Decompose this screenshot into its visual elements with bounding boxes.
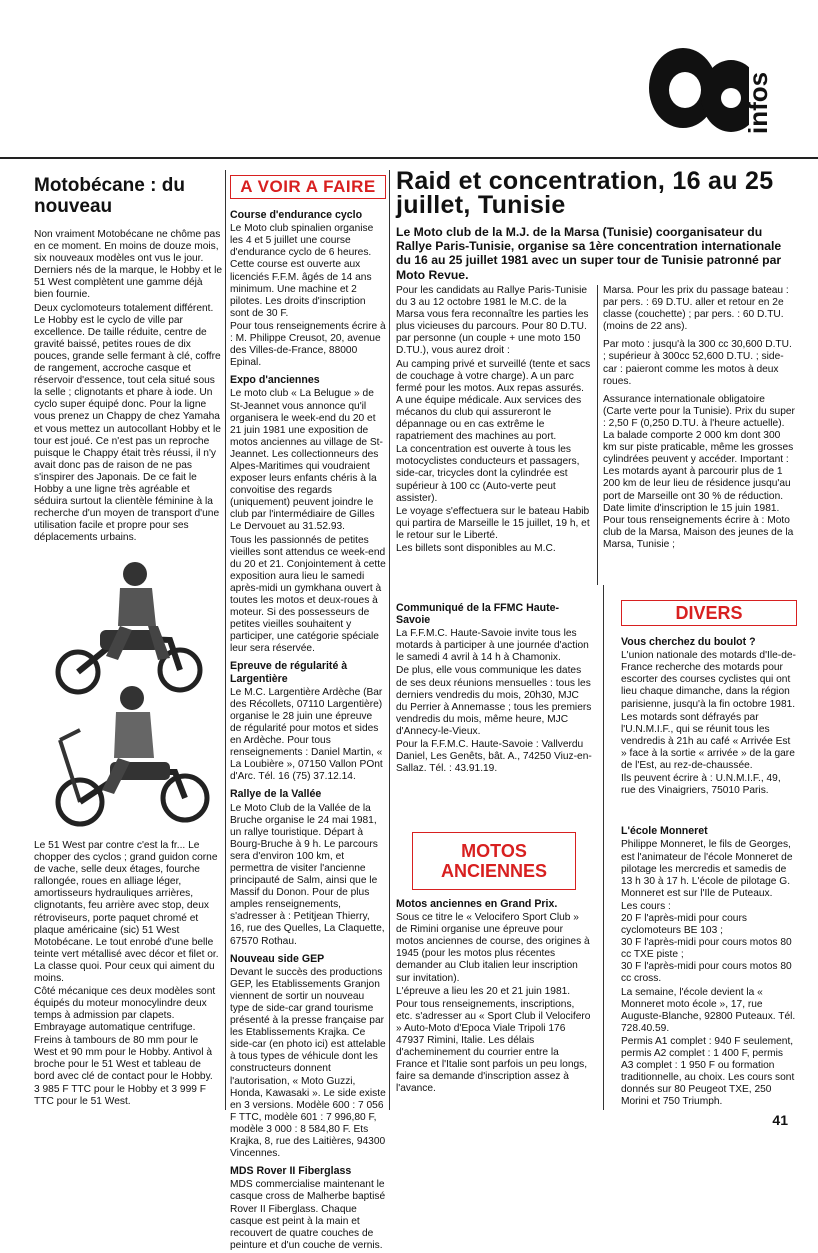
moto-price: 3 985 F TTC pour le Hobby et 3 999 F TTC pour le 51 West. <box>34 1083 206 1107</box>
divers-paragraph: 30 F l'après-midi pour cours motos 80 cc cross. <box>621 961 792 985</box>
raid-column-a <box>396 285 592 556</box>
ffmc-paragraph: Pour la F.F.M.C. Haute-Savoie : Vallverdu Daniel, Les Genêts, bât. A., 74250 Viuz-en-Sallaz. Tél. : 43.91.19. <box>396 739 592 775</box>
voir-paragraph: Tous les passionnés de petites vieilles sont attendus ce week-end du 20 et 21. Conjointement à cette exposition aura lieu le samedi après-midi un gymkhana ouvert à toutes les motos et deux-roues à moteur. Si des possesseurs de petites vieilles souhaitent y participer, une catégorie spéciale leur sera réservée. <box>230 534 386 655</box>
voir-a-faire-header: A VOIR A FAIRE <box>230 175 386 199</box>
divers-header: DIVERS <box>621 600 797 626</box>
divers-paragraph: L'union nationale des motards d'Ile-de-France recherche des motards pour escorter des courses cyclistes qui ont lieu chaque dimanche, dans la région parisienne, jusqu'à la fin octobre 1981. <box>621 650 796 710</box>
motos-anciennes-header: MOTOS ANCIENNES <box>412 832 576 890</box>
voir-paragraph: MDS commercialise maintenant le casque cross de Malherbe baptisé Rover II Fiberglass. Chaque casque est peint à la main et recouvert de quatre couches de peinture et d'un couche de vernis. <box>230 1179 386 1251</box>
voir-a-faire-column <box>230 175 386 1253</box>
raid-paragraph: Marsa. Pour les prix du passage bateau : par pers. : 69 D.TU. aller et retour en 2e classe (couchette) ; par pers. : 60 D.TU. (moins de 22 ans). <box>603 285 789 333</box>
infos-logo-text: infos <box>743 71 773 134</box>
voir-paragraph: Le Moto club spinalien organise les 4 et 5 juillet une course d'endurance cyclo de 6 heures. Cette course est ouverte aux licenciés F.F.M. âgés de 14 ans minimum. Une machine et 2 pilotes. Les droits d'inscription sont de 30 F. <box>230 223 374 319</box>
column-divider <box>389 170 390 1110</box>
west-photo <box>40 680 220 830</box>
raid-paragraph: Au camping privé et surveillé (tente et sacs de couchage à votre charge). A un parc fermé pour les motos. Aux repas assurés. A une équipe médicale. Aux services des mécanos du club qui assureront le dépannage ou en cas extrême le rapatriement des machines au port. <box>396 358 591 443</box>
divers-section-title: Vous cherchez du boulot ? <box>621 636 756 649</box>
divers-paragraph: Ils peuvent écrire à : U.N.M.I.F., 49, rue des Vinaigriers, 75010 Paris. <box>621 773 781 797</box>
divers-paragraph: La semaine, l'école devient la « Monneret moto école », 17, rue Auguste-Blanche, 92800 Puteaux. Tél. 728.40.59. <box>621 986 796 1034</box>
voir-paragraph: Le Moto Club de la Vallée de la Bruche organise le 24 mai 1981, un rallye touristique. Départ à Bourg-Bruche à 9 h. Le parcours sera d'environ 100 km, et permettra de visiter l'ancienne principauté de Salm, ainsi que le Massif du Donon. Pour de plus amples renseignements, s'adresser à : Petitjean Thierry, 16, rue des Quelles, La Claquette, 67570 Rothau. <box>230 802 385 947</box>
raid-paragraph: Assurance internationale obligatoire (Carte verte pour la Tunisie). Prix du super : 2,50 F (0,250 D.TU. à l'heure actuelle). La balade comporte 2 000 km dont 300 km sur piste praticable, même les grosses cylindrées peuvent y accéder. Important : Les motards ayant à parcourir plus de 1 200 km de leur lieu de résidence jusqu'au port de Marseille ont 30 % de réduction. Date limite d'inscription le 15 juin 1981. Pour tous renseignements écrire à : Moto club de la Marsa, Maison des jeunes de la Marsa, Tunisie ; <box>603 393 795 550</box>
divers-paragraph: Les motards sont défrayés par l'U.N.M.I.F., qui se réunit tous les vendredis à 21h au café « Arrivée Est » face à la sortie « arrivée » de la gare de l'Est, au rez-de-chaussée. <box>621 711 795 772</box>
ffmc-article <box>396 597 592 776</box>
motobecane-title: Motobécane : du nouveau <box>34 175 185 217</box>
divers-paragraph: Permis A1 complet : 940 F seulement, permis A2 complet : 1 400 F, permis A3 complet : 1 950 F ou formation traditionnelle, au choix. Les cours sont donnés sur 80 Peugeot TXE, 250 Morini et 750 Triumph. <box>621 1035 795 1108</box>
raid-column-b <box>603 285 795 552</box>
section-title: Nouveau side GEP <box>230 952 325 965</box>
anciennes-paragraph: Pour tous renseignements, inscriptions, etc. s'adresser au « Sport Club il Velocifero » Auto-Moto d'Epoca Viale Tripoli 176 47937 Rimini, Italie. Les délais d'acheminement du courrier entre la France et l'Italie sont parfois un peu longs, faire sa demande d'inscription assez à l'avance. <box>396 998 591 1095</box>
motobecane-article <box>34 175 222 545</box>
column-divider <box>603 585 604 1110</box>
divers-paragraph: Les cours : <box>621 900 671 912</box>
page-number: 41 <box>772 1112 788 1128</box>
column-divider <box>225 170 226 1110</box>
raid-paragraph: Pour les candidats au Rallye Paris-Tunisie du 3 au 12 octobre 1981 le M.C. de la Marsa vous fera reconnaître les parties les plus vicieuses du parcours. Pour 80 D.TU. par personne (un couple + une moto 150 D.TU.), vous aurez droit : <box>396 285 589 357</box>
raid-paragraph: Par moto : jusqu'à la 300 cc 30,600 D.TU. ; supérieur à 300cc 52,600 D.TU. ; side-car : paieront comme les motos à deux roues. <box>603 339 792 387</box>
ffmc-title: Communiqué de la FFMC Haute-Savoie <box>396 602 560 627</box>
section-title: MDS Rover II Fiberglass <box>230 1165 352 1178</box>
hobby-photo <box>40 560 220 695</box>
ffmc-paragraph: La F.F.M.C. Haute-Savoie invite tous les motards à participer à une journée d'action le samedi 4 avril à 14 h à Chamonix. <box>396 628 589 664</box>
raid-paragraph: Les billets sont disponibles au M.C. <box>396 542 556 554</box>
moto-paragraph: Côté mécanique ces deux modèles sont équipés du moteur monocylindre deux temps à admission par clapets. Embrayage automatique centrifuge. Freins à tambours de 80 mm pour le West et 90 mm pour le Hobby. Antivol à broche pour le 51 West et tableau de bord avec clé de contact pour le Hobby. <box>34 986 216 1082</box>
anciennes-paragraph: L'épreuve a lieu les 20 et 21 juin 1981. <box>396 985 571 997</box>
section-title: Rallye de la Vallée <box>230 788 322 801</box>
infos-logo-graphic <box>643 38 775 138</box>
raid-paragraph: La concentration est ouverte à tous les motocyclistes conducteurs et passagers, side-car, tricycles dont la cylindrée est supérieur à 100 cc (Auto-verte peut assister). <box>396 444 580 504</box>
divers-paragraph: 20 F l'après-midi pour cours cyclomoteurs BE 103 ; <box>621 912 747 937</box>
infos-logo <box>643 38 775 138</box>
section-title: Course d'endurance cyclo <box>230 209 363 222</box>
ffmc-paragraph: De plus, elle vous communique les dates de ses deux réunions mensuelles : tous les derniers vendredis du mois, 20h30, MJC du Perrier à Annemasse ; tous les premiers vendredis du mois, même heure, MJC d'Annecy-le-Vieux. <box>396 665 592 737</box>
moto-paragraph: Non vraiment Motobécane ne chôme pas en ce moment. En moins de douze mois, six nouveaux modèles ont vus le jour. Derniers nés de la marque, le Hobby et le 51 West complètent une gamme déjà bien fournie. <box>34 229 223 301</box>
voir-paragraph: Devant le succès des productions GEP, les Etablissements Granjon viennent de sortir un nouveau type de side-car grand tourisme présenté à la presse française par les Etablissements Krajka. Ce side-car (en photo ici) est attelable à tous types de véhicule dont les constructeurs donnent l'autorisation, « Moto Guzzi, Honda, Kawasaki ». Le side existe en 3 versions. Modèle 600 : 7 056 F TTC, modèle 601 : 7 996,80 F, modèle 3 000 : 8 584,80 F. Ets Krajka, 8, rue des Laitières, 94300 Vincennes. <box>230 966 386 1160</box>
motobecane-article-continued <box>34 840 222 1109</box>
voir-paragraph: Le moto club « La Belugue » de St-Jeannet vous annonce qu'il organisera le week-end du 20 et 21 juin 1981 une exposition de motos anciennes au village de St-Jeannet. Les collectionneurs des Alpes-Maritimes qui voudraient exposer leurs enfants chéris à la convoitise des regards (uniquement) peuvent joindre le club par l'intermédiaire de Gilles Le Dervouet au 31.52.93. <box>230 388 383 533</box>
divers-section-title: L'école Monneret <box>621 825 708 838</box>
section-title: Epreuve de régularité à Largentière <box>230 660 348 685</box>
divers-column <box>621 600 797 1109</box>
anciennes-title: Motos anciennes en Grand Prix. <box>396 898 558 910</box>
raid-title: Raid et concentration, 16 au 25 juillet, Tunisie <box>396 167 774 219</box>
divers-paragraph: 30 F l'après-midi pour cours motos 80 cc TXE piste ; <box>621 937 792 961</box>
moto-paragraph: Deux cyclomoteurs totalement différent. Le Hobby est le cyclo de ville par excellence. De taille réduite, centre de gravité baissé, petites roues de dix pouces, grande selle fermant à clé, coffre de rangement, accroche casque et réservoir d'essence, tout cela situé sous la selle ; clignotants et phare à iode. Un cyclo super équipé donc. Pour la ligne vous prenez un Chappy de chez Yamaha et vous mettez un autocollant Hobby et le tour est joué. Ce n'est pas un reproche puisque le Chappy était très réussi, il n'y avait donc pas de raison de ne pas s'inspirer des Japonais. De ce fait le Hobby a une ligne très agréable et séduira surtout la clientèle féminine à la recherche d'un moyen de transport d'une utilisation facile et propre pour ses déplacements urbains. <box>34 302 221 544</box>
anciennes-paragraph: Sous ce titre le « Velocifero Sport Club » de Rimini organise une épreuve pour motos anciennes de course, des origines à 1945 (pour les motos plus récentes demander au Club italien leur inscription sur invitation). <box>396 912 590 984</box>
voir-paragraph: Le M.C. Largentière Ardèche (Bar des Récollets, 07110 Largentière) organise le 28 juin une épreuve de régularité pour motos et sides en Ardèche. Pour tous renseignements : Daniel Martin, « La Loubière », 07150 Vallon POnt d'Arc. Tél. 16 (75) 37.12.14. <box>230 686 383 783</box>
voir-paragraph: Pour tous renseignements écrire à : M. Philippe Creusot, 20, avenue des Villes-de-France, 88000 Epinal. <box>230 320 386 369</box>
column-divider <box>597 285 598 585</box>
raid-paragraph: Le voyage s'effectuera sur le bateau Habib qui partira de Marseille le 15 juillet, 19 h, et le retour sur le Liberté. <box>396 505 590 541</box>
moto-paragraph: Le 51 West par contre c'est la fr... Le chopper des cyclos ; grand guidon corne de vache, selle deux étages, fourche rallongée, roues en alliage léger, amortisseurs hydrauliques arrières, clignotants, feu arrière avec stop, deux rétroviseurs, porte paquet chromé et plaque américaine (sic) 51 West Motobécane. Le tout enrobé d'une belle teinte vert métallisé avec décor et filet or. La classe quoi. Pour ceux qui aiment du moins. <box>34 840 219 985</box>
motos-anciennes-article <box>396 832 592 1097</box>
divers-paragraph: Philippe Monneret, le fils de Georges, est l'animateur de l'école Monneret de pilotage les mercredis et samedis de 13 h 30 à 17 h. L'école de pilotage G. Monneret est sur l'Ile de Puteaux. <box>621 839 793 899</box>
header-rule <box>0 157 818 159</box>
raid-lead: Le Moto club de la M.J. de la Marsa (Tunisie) coorganisateur du Rallye Paris-Tunisie, organise sa 1ère concentration internationale du 16 au 25 juillet 1981 avec un super tour de Tunisie patronné par Moto Revue. <box>396 225 782 282</box>
section-title: Expo d'anciennes <box>230 374 320 387</box>
